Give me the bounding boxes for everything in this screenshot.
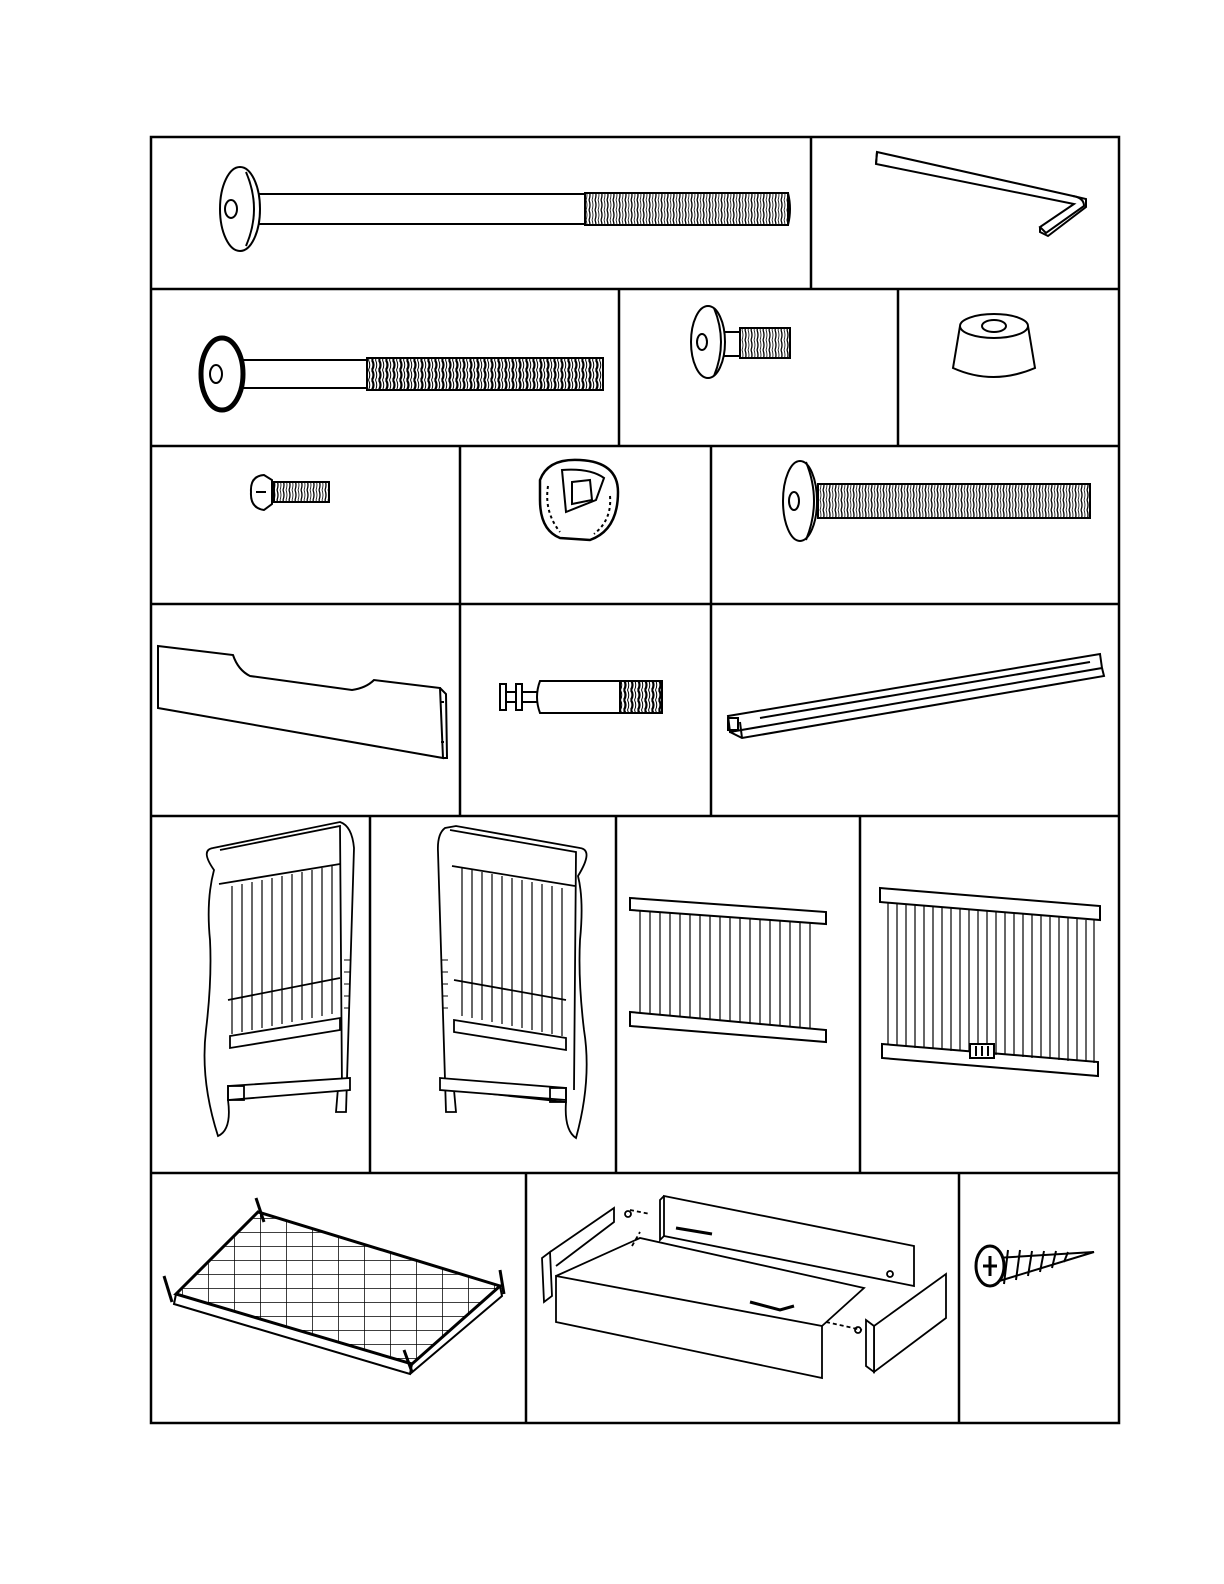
mattress-support-icon xyxy=(164,1198,504,1374)
truss-head-screw-icon xyxy=(251,475,329,510)
support-rail-icon xyxy=(728,654,1104,738)
allen-wrench-icon xyxy=(876,152,1086,236)
cam-lock-icon xyxy=(540,460,618,540)
drawer-front-panel-icon xyxy=(158,646,447,758)
medium-bolt-icon xyxy=(783,461,1090,541)
wood-screw-icon xyxy=(976,1246,1094,1286)
short-bolt-icon xyxy=(691,306,790,378)
cam-dowel-icon xyxy=(500,681,662,713)
right-headboard-icon xyxy=(438,826,587,1138)
back-rail-icon xyxy=(880,888,1100,1076)
rubber-foot-icon xyxy=(953,314,1035,377)
long-barrel-bolt-icon xyxy=(220,167,790,251)
long-bolt-icon xyxy=(201,338,603,410)
front-rail-icon xyxy=(630,898,826,1042)
drawer-assembly-icon xyxy=(542,1196,946,1378)
left-headboard-icon xyxy=(205,822,355,1136)
